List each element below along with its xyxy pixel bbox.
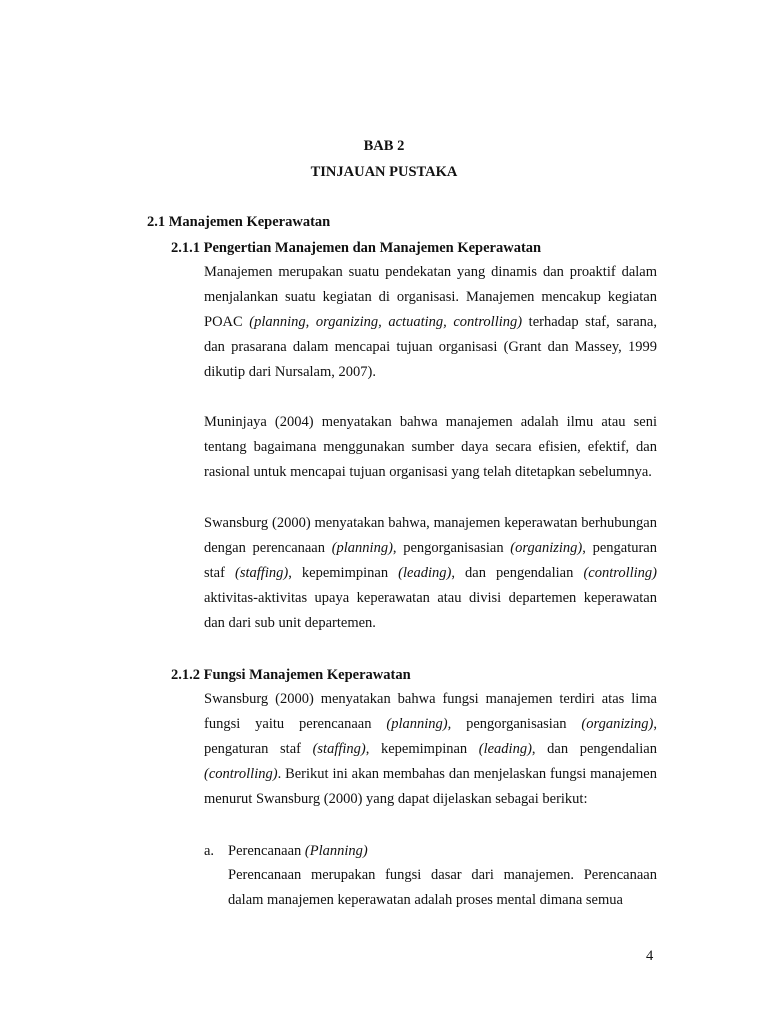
list-marker-a: a. [204, 843, 215, 859]
paragraph-management-functions: Swansburg (2000) menyatakan bahwa fungsi manajemen terdiri atas lima fungsi yaitu perencanaan (planning), pengorganisasian (organizing), pengaturan staf (staffing), kepemimpinan (leading), dan pengendalian (controlling). Berikut ini akan membahas dan menjelaskan fungsi manajemen menurut Swansburg (2000) yang dapat dijelaskan sebagai berikut: [204, 691, 658, 807]
chapter-label: BAB 2 [363, 138, 405, 154]
paragraph-swansburg-nursing-management: Swansburg (2000) menyatakan bahwa, manajemen keperawatan berhubungan dengan perencanaan (planning), pengorganisasian (organizing), pengaturan staf (staffing), kepemimpinan (leading), dan pengendalian (controlling) aktivitas-aktivitas upaya keperawatan atau divisi departemen keperawatan dan dari sub unit departemen. [204, 515, 658, 631]
page-number: 4 [646, 948, 654, 964]
paragraph-manajemen-definition: Manajemen merupakan suatu pendekatan yang dinamis dan proaktif dalam menjalankan suatu kegiatan di organisasi. Manajemen mencakup kegiatan POAC (planning, organizing, actuating, controlling) terhadap staf, sarana, dan prasarana dalam mencapai tujuan organisasi (Grant dan Massey, 1999 dikutip dari Nursalam, 2007). [204, 264, 657, 380]
paragraph-muninjaya: Muninjaya (2004) menyatakan bahwa manajemen adalah ilmu atau seni tentang bagaimana menggunakan sumber daya secara efisien, efektif, dan rasional untuk mencapai tujuan organisasi yang telah ditetapkan sebelumnya. [204, 414, 657, 480]
list-item-planning-label: Perencanaan (Planning) [228, 843, 368, 859]
chapter-title: TINJAUAN PUSTAKA [310, 164, 458, 180]
subsection-heading-2-1-1: 2.1.1 Pengertian Manajemen dan Manajemen Keperawatan [171, 240, 542, 256]
subsection-heading-2-1-2: 2.1.2 Fungsi Manajemen Keperawatan [171, 667, 411, 683]
section-heading-2-1: 2.1 Manajemen Keperawatan [147, 214, 331, 230]
paragraph-planning: Perencanaan merupakan fungsi dasar dari manajemen. Perencanaan dalam manajemen keperawatan adalah proses mental dimana semua [228, 867, 657, 908]
